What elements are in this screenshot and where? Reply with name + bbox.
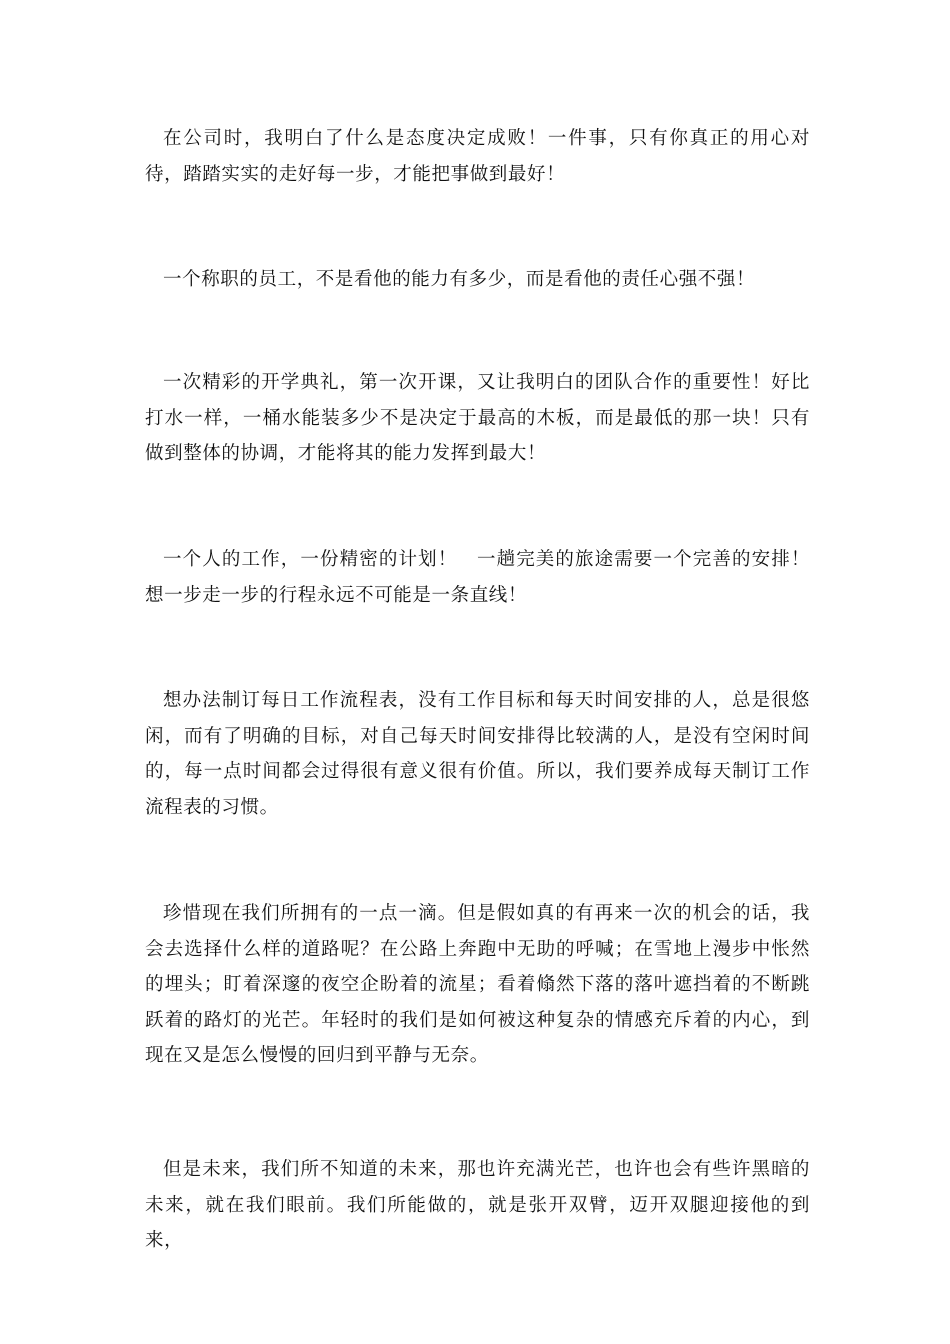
paragraph-responsibility: 一个称职的员工，不是看他的能力有多少，而是看他的责任心强不强！ bbox=[163, 269, 756, 290]
paragraph-daily-schedule: 想办法制订每日工作流程表，没有工作目标和每天时间安排的人，总是很悠闲，而有了明确的目标，对自己每天时间安排得比较满的人，是没有空闲时间的，每一点时间都会过得很有意义很有价值。所以，我们要养成每天制订工作流程表的习惯。 bbox=[145, 690, 810, 818]
paragraph-teamwork: 一次精彩的开学典礼，第一次开课，又让我明白的团队合作的重要性！好比打水一样，一桶水能装多少不是决定于最高的木板，而是最低的那一块！只有做到整体的协调，才能将其的能力发挥到最大！ bbox=[145, 372, 810, 464]
paragraph-future: 但是未来，我们所不知道的未来，那也许充满光芒，也许也会有些许黑暗的未来，就在我们眼前。我们所能做的，就是张开双臂，迈开双腿迎接他的到来， bbox=[145, 1159, 810, 1251]
paragraph-planning: 一个人的工作，一份精密的计划！ 一趟完美的旅途需要一个完善的安排！想一步走一步的行程永远不可能是一条直线！ bbox=[145, 549, 810, 606]
paragraph-attitude: 在公司时，我明白了什么是态度决定成败！一件事，只有你真正的用心对待，踏踏实实的走好每一步，才能把事做到最好！ bbox=[145, 128, 810, 185]
paragraph-cherish: 珍惜现在我们所拥有的一点一滴。但是假如真的有再来一次的机会的话，我会去选择什么样的道路呢？在公路上奔跑中无助的呼喊；在雪地上漫步中怅然的埋头；盯着深邃的夜空企盼着的流星；看着翛然下落的落叶遮挡着的不断跳跃着的路灯的光芒。年轻时的我们是如何被这种复杂的情感充斥着的内心，到现在又是怎么慢慢的回归到平静与无奈。 bbox=[145, 903, 810, 1066]
